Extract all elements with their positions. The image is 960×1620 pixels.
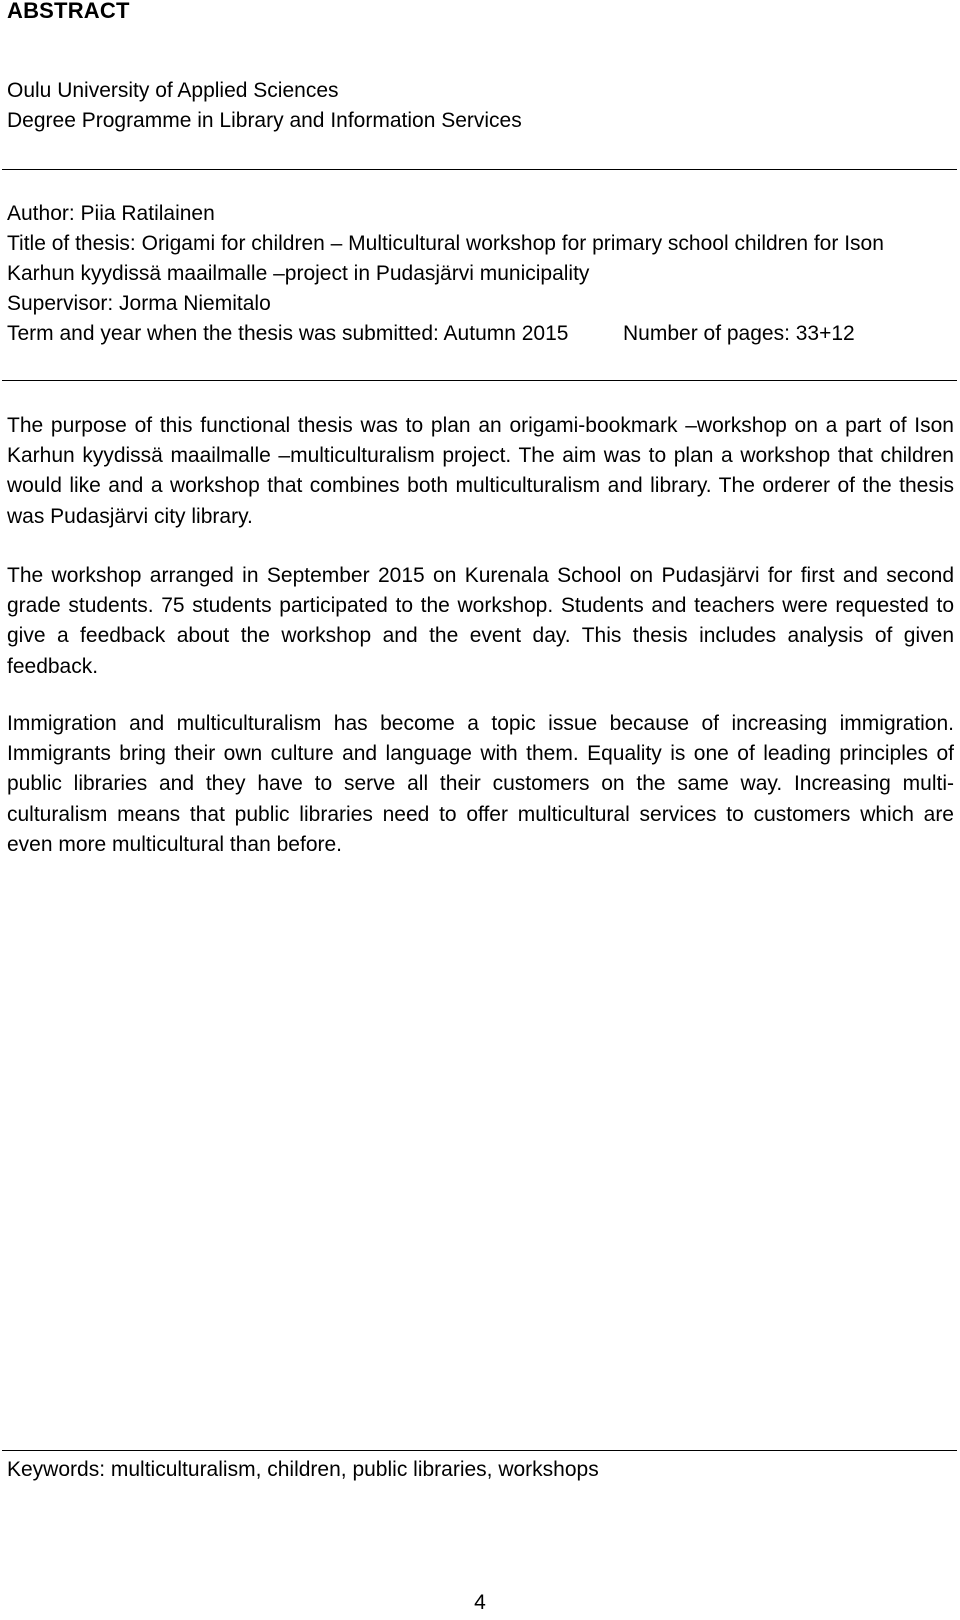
degree-programme: Degree Programme in Library and Information Services bbox=[7, 109, 522, 132]
abstract-paragraph-1: The purpose of this functional thesis was to plan an origami-bookmark –workshop on a part of Ison Karhun kyydissä maailmalle –multiculturalism project. The aim was to plan a workshop that children would like and a workshop that combines both multiculturalism and library. The orderer of the thesis was Pudasjärvi city library. bbox=[7, 414, 954, 528]
university-name: Oulu University of Applied Sciences bbox=[7, 79, 339, 102]
keywords-line: Keywords: multiculturalism, children, public libraries, workshops bbox=[7, 1458, 599, 1481]
term-line: Term and year when the thesis was submitted: Autumn 2015 bbox=[7, 322, 569, 345]
supervisor-line: Supervisor: Jorma Niemitalo bbox=[7, 292, 271, 315]
thesis-title-line-2: Karhun kyydissä maailmalle –project in Pudasjärvi municipality bbox=[7, 262, 590, 285]
author-line: Author: Piia Ratilainen bbox=[7, 202, 215, 225]
abstract-paragraph-3: Immigration and multiculturalism has become a topic issue because of increasing immigration. Immigrants bring their own culture and language with them. Equality is one of leading principles of public libraries and they have to serve all their customers on the same way. Increasing multiculturalism means that public libraries need to offer multicultural services to customers which are even more multicultural than before. bbox=[7, 712, 954, 856]
abstract-paragraph-2: The workshop arranged in September 2015 on Kurenala School on Pudasjärvi for first and second grade students. 75 students participated to the workshop. Students and teachers were requested to give a feedback about the workshop and the event day. This thesis includes analysis of given feedback. bbox=[7, 564, 954, 678]
thesis-title-line-1: Title of thesis: Origami for children – Multicultural workshop for primary school children for Ison bbox=[7, 232, 884, 255]
divider-top bbox=[2, 169, 957, 170]
page-count: Number of pages: 33+12 bbox=[623, 322, 855, 345]
divider-bottom bbox=[2, 1450, 957, 1451]
page-number: 4 bbox=[474, 1591, 486, 1614]
divider-middle bbox=[2, 380, 957, 381]
page-title: ABSTRACT bbox=[7, 0, 130, 23]
